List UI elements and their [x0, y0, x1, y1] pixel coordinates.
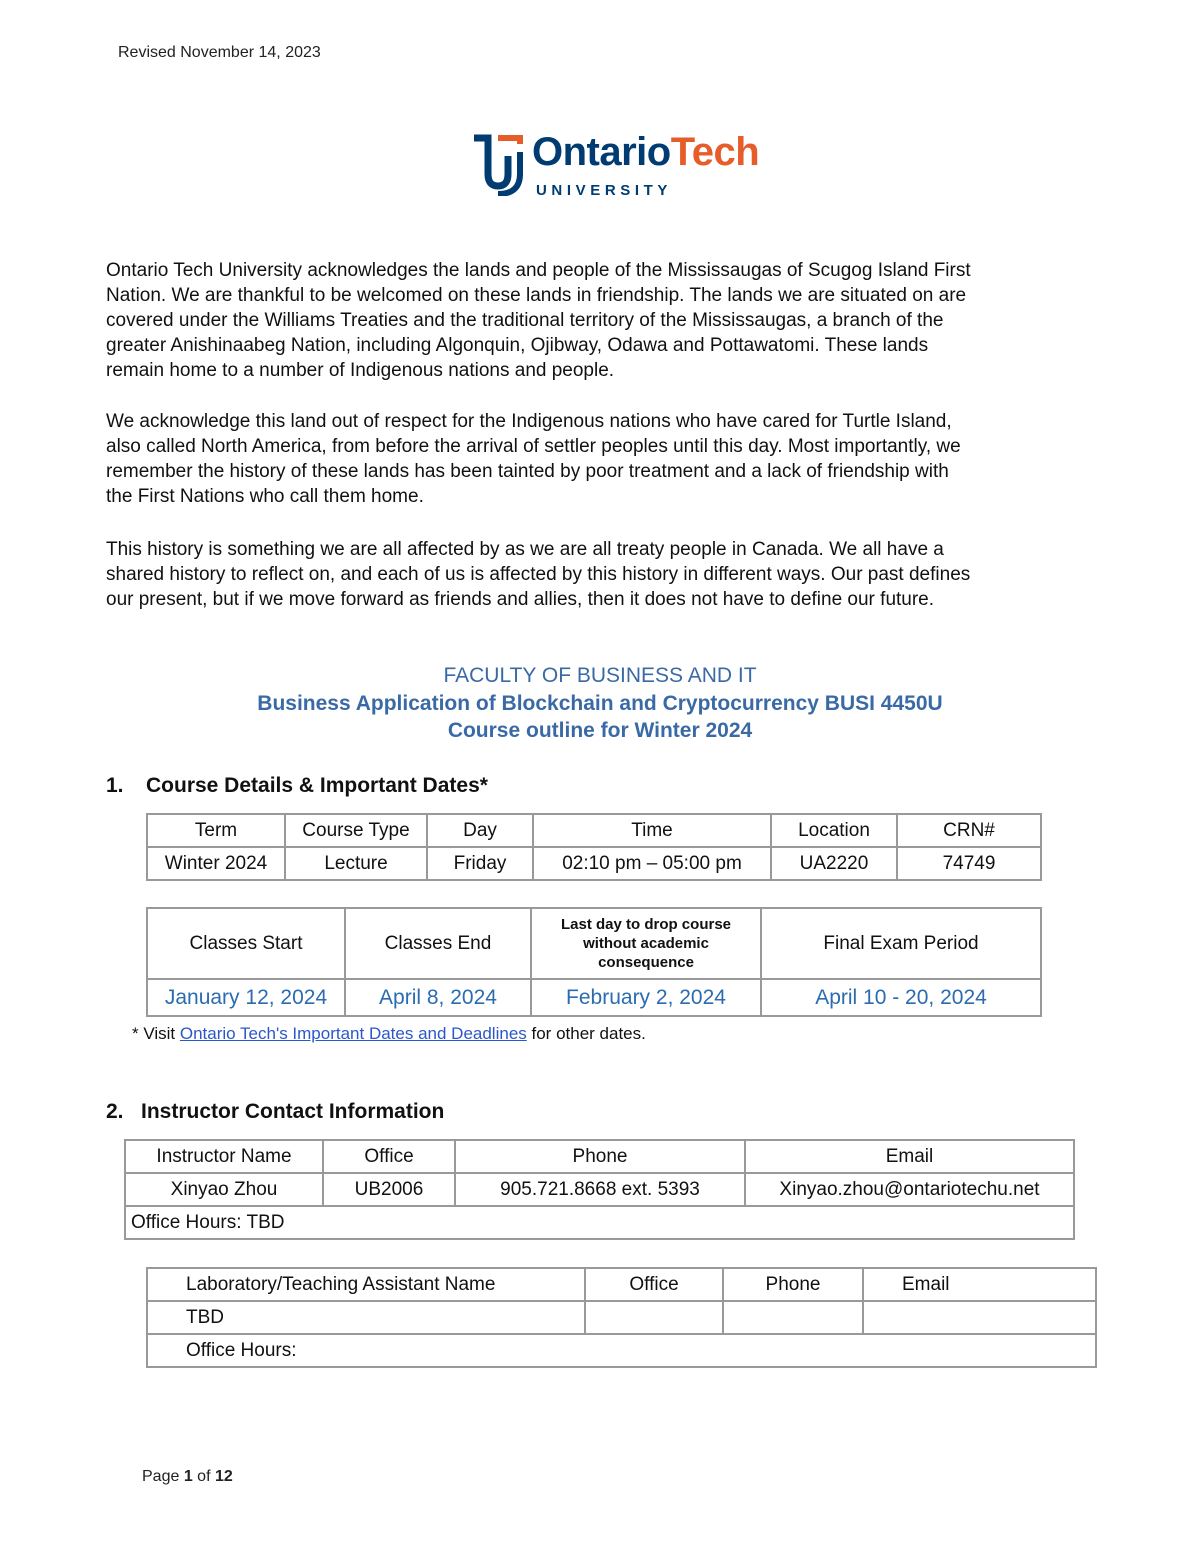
table-header-cell: Final Exam Period [761, 908, 1041, 979]
course-subtitle: Course outline for Winter 2024 [447, 719, 753, 742]
faculty-name: FACULTY OF BUSINESS AND IT [443, 664, 757, 687]
important-dates-link[interactable]: Ontario Tech's Important Dates and Deadlines [179, 1024, 527, 1043]
table-cell: UB2006 [323, 1173, 455, 1206]
table-row [125, 1206, 1074, 1239]
table-row [147, 979, 1041, 1016]
table-header-cell: Classes End [345, 908, 531, 979]
table-header-cell: Laboratory/Teaching Assistant Name [147, 1268, 585, 1301]
table-cell: TBD [147, 1301, 585, 1334]
instructor-office-hours: Office Hours: TBD [125, 1206, 1074, 1239]
instructor-contact-table [124, 1139, 1075, 1240]
table-cell: 02:10 pm – 05:00 pm [533, 847, 771, 880]
table-header-cell: Last day to drop course without academic consequence [531, 908, 761, 979]
table-cell: Xinyao.zhou@ontariotechu.net [745, 1173, 1074, 1206]
table-row [125, 1173, 1074, 1206]
acknowledgement-paragraph-2: We acknowledge this land out of respect for the Indigenous nations who have cared for Turtle Island, also called North America, from before the arrival of settler peoples until this day. Most importantly, we remember the history of these lands has been tainted by poor treatment and a lack of friendship with the First Nations who call them home. [106, 411, 961, 507]
table-header-row [147, 908, 1041, 979]
table-cell: UA2220 [771, 847, 897, 880]
table-header-cell: CRN# [897, 814, 1041, 847]
section-2-heading: 2. Instructor Contact Information [106, 1100, 445, 1123]
logo-wordmark: OntarioTech [532, 130, 760, 174]
table-cell: Winter 2024 [147, 847, 285, 880]
revised-date: Revised November 14, 2023 [118, 44, 321, 61]
logo-subtitle: UNIVERSITY [536, 182, 673, 199]
table-cell: 74749 [897, 847, 1041, 880]
table-header-cell: Email [863, 1268, 1096, 1301]
course-details-table [146, 813, 1042, 881]
course-title: Business Application of Blockchain and Cryptocurrency BUSI 4450U [257, 692, 943, 715]
table-cell [723, 1301, 863, 1334]
table-header-cell: Location [771, 814, 897, 847]
table-cell: February 2, 2024 [531, 979, 761, 1016]
table-cell [585, 1301, 723, 1334]
table-header-cell: Day [427, 814, 533, 847]
table-cell: April 8, 2024 [345, 979, 531, 1016]
table-cell: 905.721.8668 ext. 5393 [455, 1173, 745, 1206]
acknowledgement-paragraph-3: This history is something we are all affected by as we are all treaty people in Canada. We all have a shared history to reflect on, and each of us is affected by this history in different ways. Our past defines our present, but if we move forward as friends and allies, then it does not have to define our future. [106, 539, 971, 610]
ta-contact-table [146, 1267, 1097, 1368]
table-row [147, 847, 1041, 880]
table-cell [863, 1301, 1096, 1334]
table-header-cell: Course Type [285, 814, 427, 847]
ta-office-hours: Office Hours: [147, 1334, 1096, 1367]
table-cell: April 10 - 20, 2024 [761, 979, 1041, 1016]
important-dates-table [146, 907, 1042, 1017]
table-header-cell: Term [147, 814, 285, 847]
table-cell: Lecture [285, 847, 427, 880]
table-header-cell: Phone [723, 1268, 863, 1301]
table-row [147, 1301, 1096, 1334]
table-header-row [147, 1268, 1096, 1301]
table-header-row [147, 814, 1041, 847]
table-cell: Friday [427, 847, 533, 880]
table-header-cell: Instructor Name [125, 1140, 323, 1173]
table-header-cell: Time [533, 814, 771, 847]
table-header-cell: Office [585, 1268, 723, 1301]
table-cell: Xinyao Zhou [125, 1173, 323, 1206]
page-number: Page 1 of 12 [142, 1468, 233, 1485]
logo-mark-icon [470, 134, 524, 196]
table-header-cell: Office [323, 1140, 455, 1173]
table-header-cell: Email [745, 1140, 1074, 1173]
table-header-cell: Classes Start [147, 908, 345, 979]
table-cell: January 12, 2024 [147, 979, 345, 1016]
section-1-heading: 1. Course Details & Important Dates* [106, 774, 488, 797]
table-row [147, 1334, 1096, 1367]
acknowledgement-paragraph-1: Ontario Tech University acknowledges the lands and people of the Mississaugas of Scugog Island First Nation. We are thankful to be welcomed on these lands in friendship. The lands we are situated on are covered under the Williams Treaties and the traditional territory of the Mississaugas, a branch of the greater Anishinaabeg Nation, including Algonquin, Ojibway, Odawa and Pottawatomi. These lands remain home to a number of Indigenous nations and people. [106, 260, 971, 381]
table-header-row [125, 1140, 1074, 1173]
dates-note: * Visit Ontario Tech's Important Dates and Deadlines for other dates. [132, 1024, 646, 1043]
university-logo [470, 130, 770, 204]
table-header-cell: Phone [455, 1140, 745, 1173]
